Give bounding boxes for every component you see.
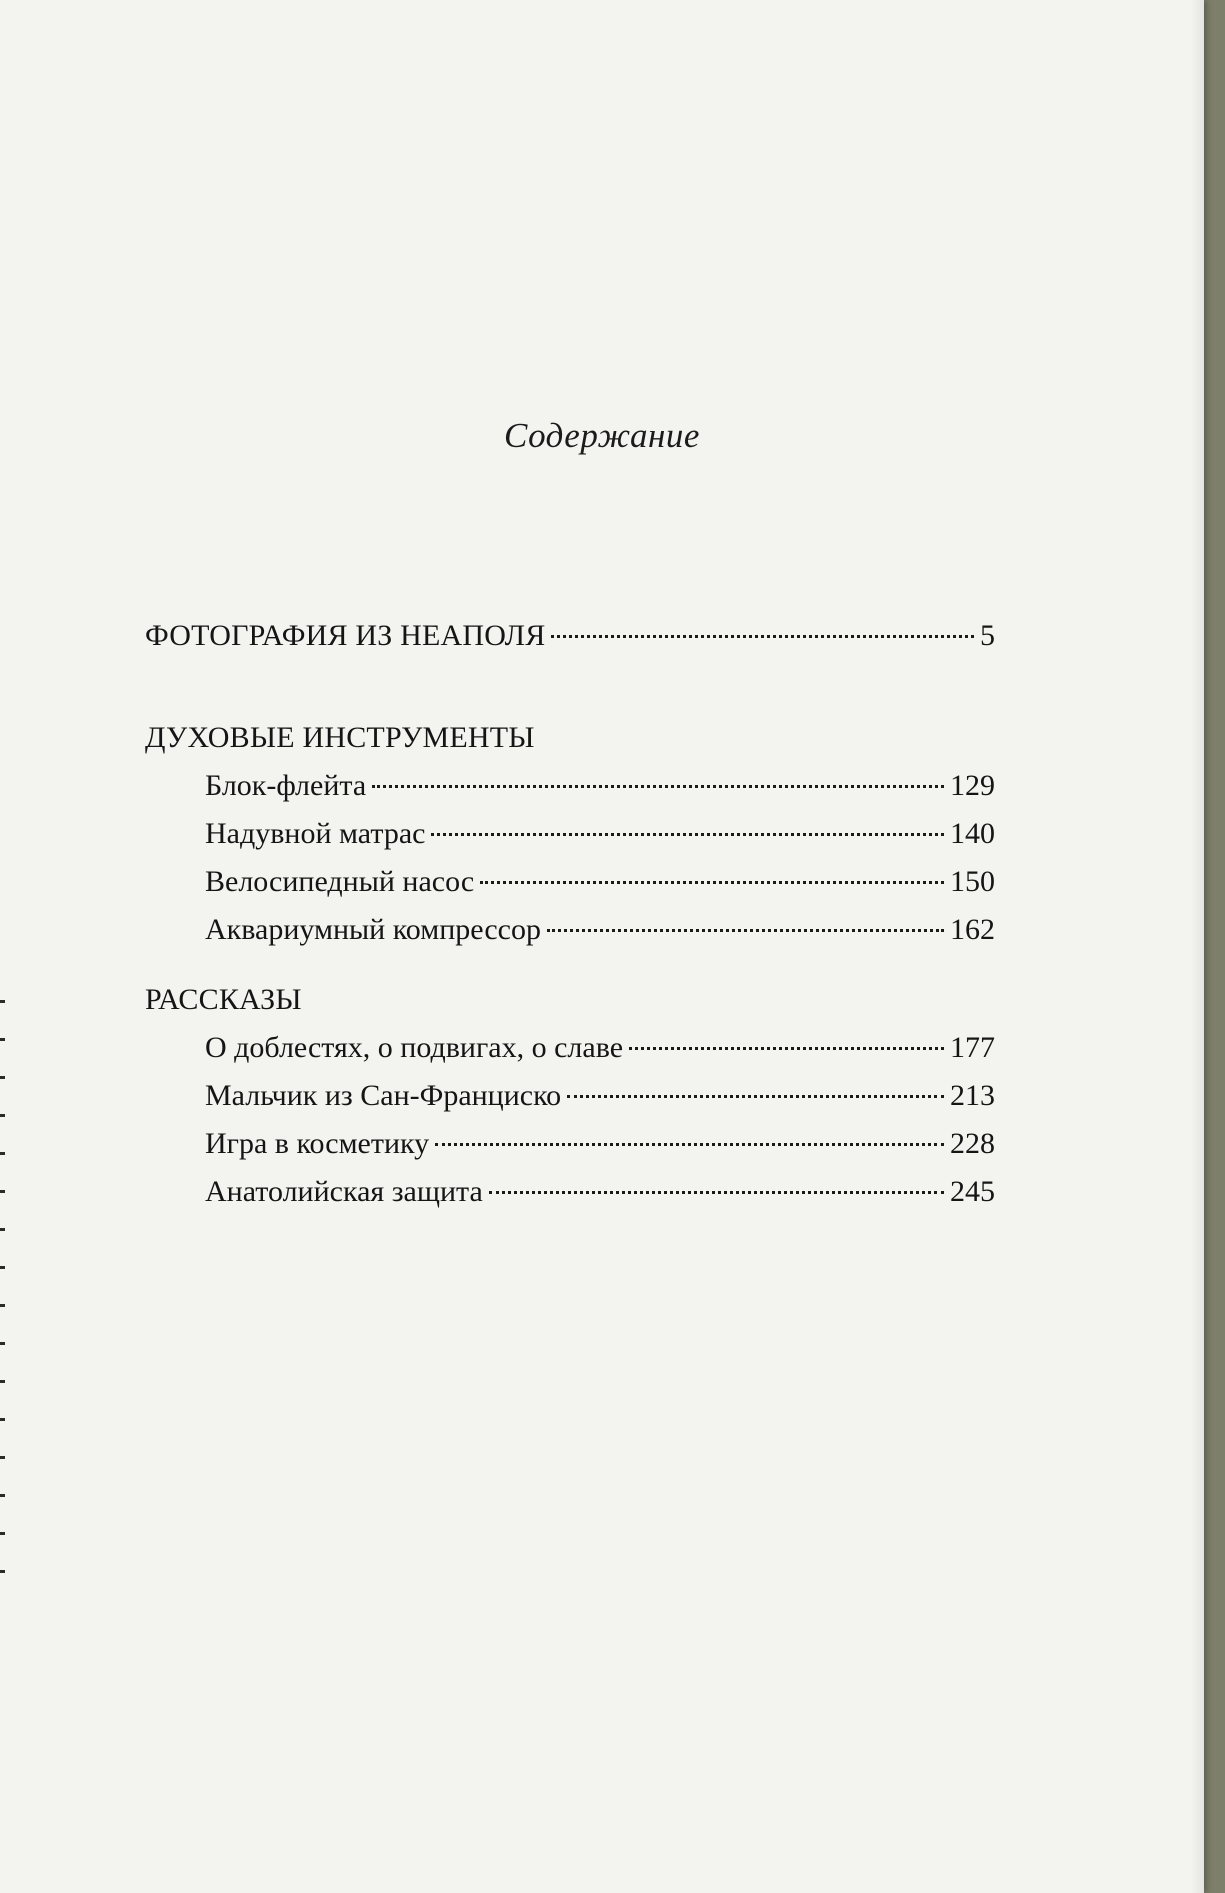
toc-entry-page: 162: [950, 913, 995, 946]
toc-entry-title: Блок-флейта: [205, 769, 367, 802]
dot-leader: [480, 881, 944, 884]
dot-leader: [551, 635, 974, 638]
dot-leader: [547, 929, 944, 932]
toc-entry: [145, 762, 995, 810]
toc-entry-page: 213: [950, 1079, 995, 1112]
toc-entry-page: 5: [980, 619, 995, 652]
toc-entry-page: 129: [950, 769, 995, 802]
toc-entry-page: 150: [950, 865, 995, 898]
dot-leader: [629, 1047, 944, 1050]
dot-leader: [431, 833, 944, 836]
page-edge-marks: [0, 1000, 6, 1700]
toc-entry: [145, 1168, 995, 1216]
toc-entry-title: Игра в косметику: [205, 1127, 430, 1160]
toc-entry-page: 140: [950, 817, 995, 850]
toc-entry: [145, 810, 995, 858]
toc-entry-page: 177: [950, 1031, 995, 1064]
table-of-contents: [145, 612, 995, 1216]
toc-entry-title: Надувной матрас: [205, 817, 426, 850]
dot-leader: [372, 785, 944, 788]
toc-entry: [145, 1072, 995, 1120]
toc-heading: Содержание: [504, 416, 700, 455]
toc-entry-page: 245: [950, 1175, 995, 1208]
toc-entry: [145, 858, 995, 906]
toc-entry-title: Мальчик из Сан-Франциско: [205, 1079, 562, 1112]
toc-entry-page: 228: [950, 1127, 995, 1160]
dot-leader: [489, 1191, 944, 1194]
toc-entry-title: О доблестях, о подвигах, о славе: [205, 1031, 624, 1064]
section-heading-stories: РАССКАЗЫ: [145, 983, 302, 1016]
toc-entry: [145, 1024, 995, 1072]
toc-entry: [145, 906, 995, 954]
section-heading-wind-instruments: ДУХОВЫЕ ИНСТРУМЕНТЫ: [145, 721, 535, 754]
toc-entry-title: Велосипедный насос: [205, 865, 475, 898]
toc-entry-naples-photo: [145, 612, 995, 660]
toc-entry-title: Анатолийская защита: [205, 1175, 483, 1208]
dot-leader: [435, 1143, 944, 1146]
toc-entry-title: ФОТОГРАФИЯ ИЗ НЕАПОЛЯ: [145, 619, 546, 652]
toc-entry: [145, 1120, 995, 1168]
toc-entry-title: Аквариумный компрессор: [205, 913, 541, 946]
dot-leader: [567, 1095, 944, 1098]
